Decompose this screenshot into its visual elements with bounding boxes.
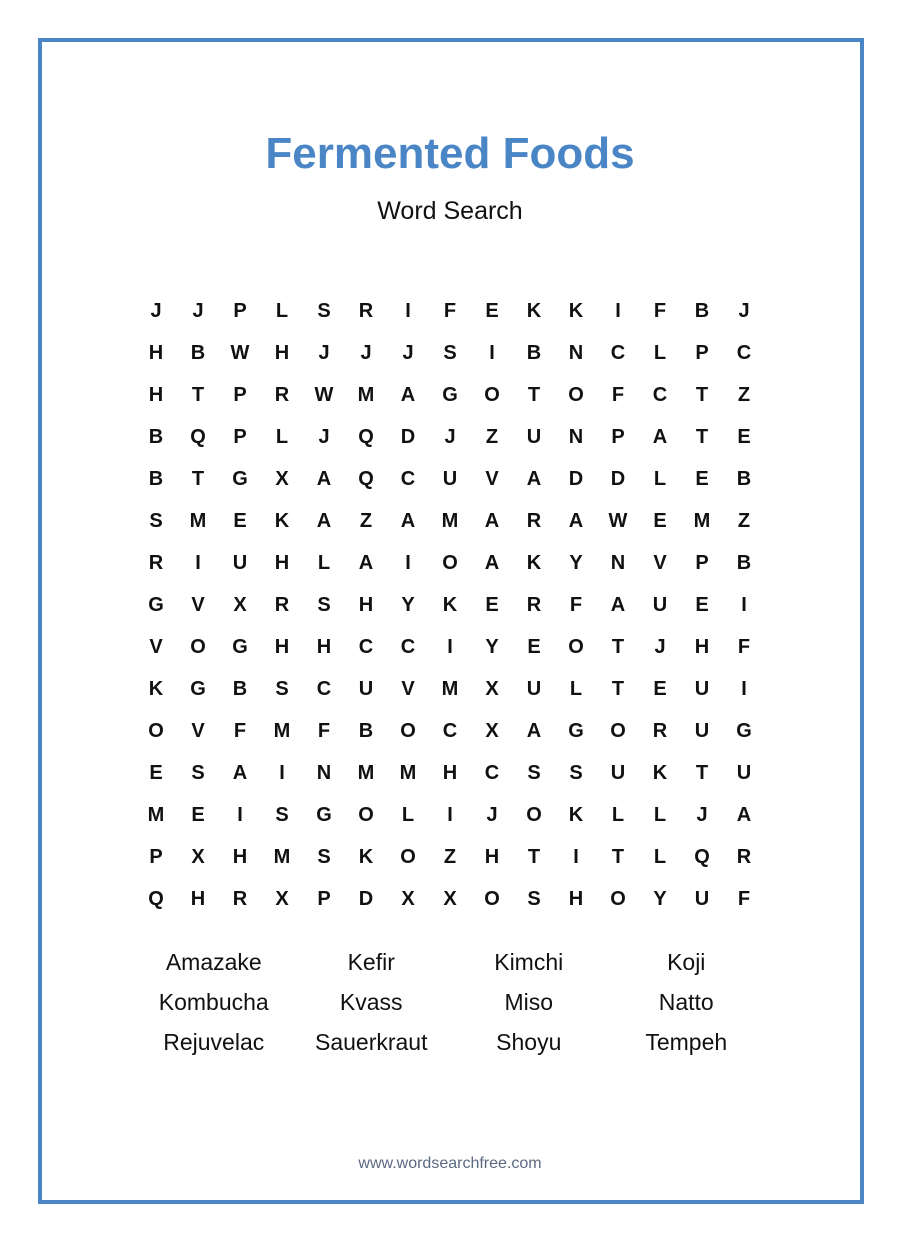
grid-letter: A xyxy=(484,510,500,532)
grid-letter: A xyxy=(316,468,332,490)
word-list-row xyxy=(135,942,765,982)
grid-letter: A xyxy=(400,510,416,532)
grid-letter: M xyxy=(147,804,165,826)
grid-letter: O xyxy=(610,720,626,742)
grid-letter: C xyxy=(484,762,500,784)
grid-letter: U xyxy=(694,720,710,742)
word-list-item: Natto xyxy=(658,989,714,1015)
grid-letter: H xyxy=(232,846,248,868)
grid-letter: Y xyxy=(485,636,499,658)
grid-letter: B xyxy=(736,552,752,574)
grid-row xyxy=(135,836,765,878)
grid-letter: R xyxy=(526,594,542,616)
grid-letter: O xyxy=(148,720,164,742)
grid-letter: H xyxy=(568,888,584,910)
grid-letter: M xyxy=(189,510,207,532)
grid-letter: C xyxy=(442,720,458,742)
grid-letter: J xyxy=(654,636,666,658)
grid-letter: L xyxy=(317,552,331,574)
grid-letter: X xyxy=(275,888,289,910)
grid-row xyxy=(135,458,765,500)
grid-letter: Q xyxy=(190,426,206,448)
grid-letter: S xyxy=(317,846,331,868)
grid-letter: U xyxy=(652,594,668,616)
grid-letter: E xyxy=(485,300,499,322)
word-list-item: Kombucha xyxy=(158,989,269,1015)
grid-letter: T xyxy=(695,384,709,406)
grid-letter: W xyxy=(608,510,628,532)
grid-letter: A xyxy=(526,720,542,742)
grid-letter: L xyxy=(653,804,667,826)
grid-letter: I xyxy=(237,804,243,826)
grid-letter: A xyxy=(358,552,374,574)
grid-row xyxy=(135,332,765,374)
grid-letter: M xyxy=(693,510,711,532)
grid-letter: K xyxy=(442,594,458,616)
grid-letter: I xyxy=(615,300,621,322)
word-list-item: Kefir xyxy=(347,949,395,975)
grid-letter: F xyxy=(317,720,331,742)
word-list-row xyxy=(135,1022,765,1062)
grid-letter: K xyxy=(526,552,542,574)
grid-letter: C xyxy=(400,468,416,490)
grid-letter: R xyxy=(736,846,752,868)
grid-letter: P xyxy=(695,342,709,364)
grid-letter: J xyxy=(486,804,498,826)
grid-letter: H xyxy=(358,594,374,616)
grid-letter: J xyxy=(360,342,372,364)
grid-letter: X xyxy=(485,720,499,742)
grid-letter: T xyxy=(527,846,541,868)
grid-letter: E xyxy=(149,762,163,784)
grid-letter: O xyxy=(568,636,584,658)
grid-letter: Z xyxy=(485,426,499,448)
grid-letter: U xyxy=(694,678,710,700)
grid-letter: D xyxy=(400,426,416,448)
grid-letter: B xyxy=(148,426,164,448)
grid-letter: A xyxy=(610,594,626,616)
grid-letter: N xyxy=(568,342,584,364)
grid-letter: X xyxy=(233,594,247,616)
grid-row xyxy=(135,794,765,836)
grid-letter: A xyxy=(568,510,584,532)
grid-letter: B xyxy=(232,678,248,700)
grid-letter: B xyxy=(190,342,206,364)
grid-letter: Q xyxy=(358,468,374,490)
grid-letter: Z xyxy=(359,510,373,532)
grid-letter: D xyxy=(568,468,584,490)
grid-letter: T xyxy=(695,762,709,784)
grid-letter: E xyxy=(653,678,667,700)
grid-letter: C xyxy=(652,384,668,406)
grid-letter: T xyxy=(611,846,625,868)
grid-letter: H xyxy=(694,636,710,658)
grid-letter: X xyxy=(401,888,415,910)
word-list-item: Kimchi xyxy=(494,949,564,975)
grid-letter: U xyxy=(526,426,542,448)
word-list-item: Amazake xyxy=(165,949,262,975)
word-list xyxy=(135,942,765,1062)
grid-letter: G xyxy=(148,594,164,616)
grid-letter: R xyxy=(232,888,248,910)
grid-letter: Q xyxy=(358,426,374,448)
grid-row xyxy=(135,500,765,542)
grid-row xyxy=(135,668,765,710)
grid-letter: G xyxy=(232,468,248,490)
grid-letter: A xyxy=(232,762,248,784)
grid-row xyxy=(135,374,765,416)
grid-letter: Y xyxy=(653,888,667,910)
grid-letter: P xyxy=(233,384,247,406)
grid-letter: E xyxy=(527,636,541,658)
grid-letter: M xyxy=(441,510,459,532)
grid-row xyxy=(135,878,765,920)
grid-row xyxy=(135,752,765,794)
word-list-item: Shoyu xyxy=(496,1029,562,1055)
grid-letter: E xyxy=(233,510,247,532)
grid-letter: H xyxy=(442,762,458,784)
grid-letter: M xyxy=(399,762,417,784)
grid-letter: Z xyxy=(737,510,751,532)
grid-letter: E xyxy=(695,468,709,490)
grid-letter: H xyxy=(190,888,206,910)
grid-letter: T xyxy=(191,468,205,490)
grid-letter: O xyxy=(400,720,416,742)
grid-letter: N xyxy=(568,426,584,448)
grid-letter: B xyxy=(736,468,752,490)
grid-letter: L xyxy=(653,846,667,868)
grid-letter: B xyxy=(526,342,542,364)
grid-letter: O xyxy=(568,384,584,406)
grid-letter: C xyxy=(358,636,374,658)
grid-letter: U xyxy=(526,678,542,700)
grid-letter: F xyxy=(569,594,583,616)
grid-row xyxy=(135,542,765,584)
grid-letter: M xyxy=(441,678,459,700)
grid-letter: B xyxy=(694,300,710,322)
grid-letter: C xyxy=(400,636,416,658)
grid-letter: V xyxy=(149,636,163,658)
grid-letter: J xyxy=(318,426,330,448)
grid-letter: I xyxy=(405,300,411,322)
grid-letter: U xyxy=(694,888,710,910)
grid-letter: P xyxy=(233,426,247,448)
grid-letter: G xyxy=(736,720,752,742)
grid-letter: J xyxy=(150,300,162,322)
grid-letter: F xyxy=(737,888,751,910)
grid-letter: P xyxy=(695,552,709,574)
grid-letter: J xyxy=(738,300,750,322)
word-list-item: Sauerkraut xyxy=(314,1029,428,1055)
grid-letter: O xyxy=(484,888,500,910)
grid-letter: Y xyxy=(401,594,415,616)
grid-letter: S xyxy=(191,762,205,784)
grid-letter: Q xyxy=(148,888,164,910)
grid-letter: M xyxy=(273,720,291,742)
grid-letter: G xyxy=(232,636,248,658)
page-subtitle: Word Search xyxy=(377,197,523,225)
grid-letter: A xyxy=(526,468,542,490)
grid-letter: V xyxy=(401,678,415,700)
grid-letter: R xyxy=(148,552,164,574)
grid-letter: O xyxy=(358,804,374,826)
grid-letter: I xyxy=(195,552,201,574)
footer-url: www.wordsearchfree.com xyxy=(358,1155,542,1172)
grid-letter: O xyxy=(484,384,500,406)
grid-letter: U xyxy=(610,762,626,784)
grid-letter: M xyxy=(273,846,291,868)
grid-letter: H xyxy=(274,342,290,364)
grid-row xyxy=(135,710,765,752)
grid-letter: L xyxy=(275,426,289,448)
grid-letter: E xyxy=(695,594,709,616)
grid-letter: E xyxy=(737,426,751,448)
grid-letter: D xyxy=(358,888,374,910)
grid-letter: I xyxy=(489,342,495,364)
grid-letter: G xyxy=(568,720,584,742)
grid-letter: F xyxy=(653,300,667,322)
grid-letter: J xyxy=(444,426,456,448)
grid-letter: U xyxy=(736,762,752,784)
grid-letter: J xyxy=(402,342,414,364)
grid-letter: M xyxy=(357,762,375,784)
grid-letter: L xyxy=(653,468,667,490)
grid-letter: I xyxy=(447,804,453,826)
grid-letter: K xyxy=(526,300,542,322)
grid-letter: A xyxy=(652,426,668,448)
grid-row xyxy=(135,626,765,668)
grid-letter: C xyxy=(316,678,332,700)
grid-letter: V xyxy=(191,594,205,616)
grid-letter: T xyxy=(527,384,541,406)
word-list-item: Rejuvelac xyxy=(163,1029,265,1055)
grid-letter: S xyxy=(317,594,331,616)
grid-letter: R xyxy=(274,384,290,406)
grid-letter: F xyxy=(233,720,247,742)
letter-grid xyxy=(135,290,765,920)
grid-letter: T xyxy=(191,384,205,406)
grid-letter: S xyxy=(569,762,583,784)
grid-row xyxy=(135,416,765,458)
grid-letter: I xyxy=(405,552,411,574)
grid-letter: P xyxy=(611,426,625,448)
page-title: Fermented Foods xyxy=(265,129,635,178)
grid-letter: Y xyxy=(569,552,583,574)
grid-letter: S xyxy=(443,342,457,364)
grid-letter: S xyxy=(527,888,541,910)
grid-letter: P xyxy=(233,300,247,322)
grid-letter: R xyxy=(274,594,290,616)
grid-letter: X xyxy=(275,468,289,490)
grid-letter: L xyxy=(275,300,289,322)
grid-letter: V xyxy=(653,552,667,574)
grid-letter: A xyxy=(484,552,500,574)
grid-letter: K xyxy=(568,804,584,826)
grid-letter: R xyxy=(526,510,542,532)
grid-letter: V xyxy=(485,468,499,490)
grid-letter: S xyxy=(275,804,289,826)
word-list-item: Miso xyxy=(504,989,554,1015)
grid-letter: O xyxy=(400,846,416,868)
grid-letter: K xyxy=(148,678,164,700)
grid-letter: A xyxy=(400,384,416,406)
grid-letter: Q xyxy=(694,846,710,868)
grid-letter: P xyxy=(149,846,163,868)
grid-letter: T xyxy=(611,678,625,700)
grid-letter: L xyxy=(611,804,625,826)
grid-letter: K xyxy=(652,762,668,784)
grid-letter: H xyxy=(148,342,164,364)
grid-letter: E xyxy=(485,594,499,616)
grid-letter: H xyxy=(316,636,332,658)
grid-letter: W xyxy=(230,342,250,364)
grid-letter: I xyxy=(447,636,453,658)
grid-letter: N xyxy=(316,762,332,784)
grid-letter: I xyxy=(741,678,747,700)
grid-letter: U xyxy=(232,552,248,574)
grid-letter: V xyxy=(191,720,205,742)
grid-letter: F xyxy=(611,384,625,406)
grid-letter: R xyxy=(358,300,374,322)
grid-letter: M xyxy=(357,384,375,406)
grid-letter: S xyxy=(149,510,163,532)
grid-letter: C xyxy=(610,342,626,364)
grid-letter: G xyxy=(190,678,206,700)
grid-letter: A xyxy=(316,510,332,532)
grid-letter: W xyxy=(314,384,334,406)
grid-letter: J xyxy=(696,804,708,826)
grid-letter: B xyxy=(148,468,164,490)
grid-letter: K xyxy=(274,510,290,532)
grid-letter: L xyxy=(401,804,415,826)
word-list-row xyxy=(135,982,765,1022)
grid-letter: R xyxy=(652,720,668,742)
grid-letter: L xyxy=(569,678,583,700)
grid-letter: J xyxy=(192,300,204,322)
grid-letter: X xyxy=(191,846,205,868)
grid-letter: K xyxy=(568,300,584,322)
grid-letter: O xyxy=(190,636,206,658)
grid-row xyxy=(135,584,765,626)
grid-letter: P xyxy=(317,888,331,910)
grid-letter: L xyxy=(653,342,667,364)
grid-letter: J xyxy=(318,342,330,364)
grid-letter: U xyxy=(358,678,374,700)
grid-letter: F xyxy=(737,636,751,658)
grid-letter: U xyxy=(442,468,458,490)
grid-letter: O xyxy=(526,804,542,826)
grid-letter: S xyxy=(527,762,541,784)
grid-letter: N xyxy=(610,552,626,574)
grid-letter: Z xyxy=(443,846,457,868)
grid-letter: S xyxy=(275,678,289,700)
grid-letter: X xyxy=(485,678,499,700)
grid-letter: O xyxy=(610,888,626,910)
grid-letter: H xyxy=(484,846,500,868)
grid-letter: D xyxy=(610,468,626,490)
grid-letter: G xyxy=(316,804,332,826)
grid-letter: I xyxy=(741,594,747,616)
grid-letter: H xyxy=(148,384,164,406)
grid-letter: X xyxy=(443,888,457,910)
grid-letter: A xyxy=(736,804,752,826)
grid-letter: C xyxy=(736,342,752,364)
grid-letter: G xyxy=(442,384,458,406)
grid-row xyxy=(135,290,765,332)
grid-letter: T xyxy=(611,636,625,658)
grid-letter: E xyxy=(653,510,667,532)
word-list-item: Koji xyxy=(667,949,706,975)
grid-letter: B xyxy=(358,720,374,742)
grid-letter: K xyxy=(358,846,374,868)
grid-letter: I xyxy=(279,762,285,784)
grid-letter: H xyxy=(274,636,290,658)
grid-letter: H xyxy=(274,552,290,574)
grid-letter: S xyxy=(317,300,331,322)
grid-letter: O xyxy=(442,552,458,574)
word-list-item: Kvass xyxy=(339,989,403,1015)
grid-letter: F xyxy=(443,300,457,322)
word-list-item: Tempeh xyxy=(645,1029,728,1055)
grid-letter: E xyxy=(191,804,205,826)
grid-letter: I xyxy=(573,846,579,868)
grid-letter: T xyxy=(695,426,709,448)
grid-letter: Z xyxy=(737,384,751,406)
